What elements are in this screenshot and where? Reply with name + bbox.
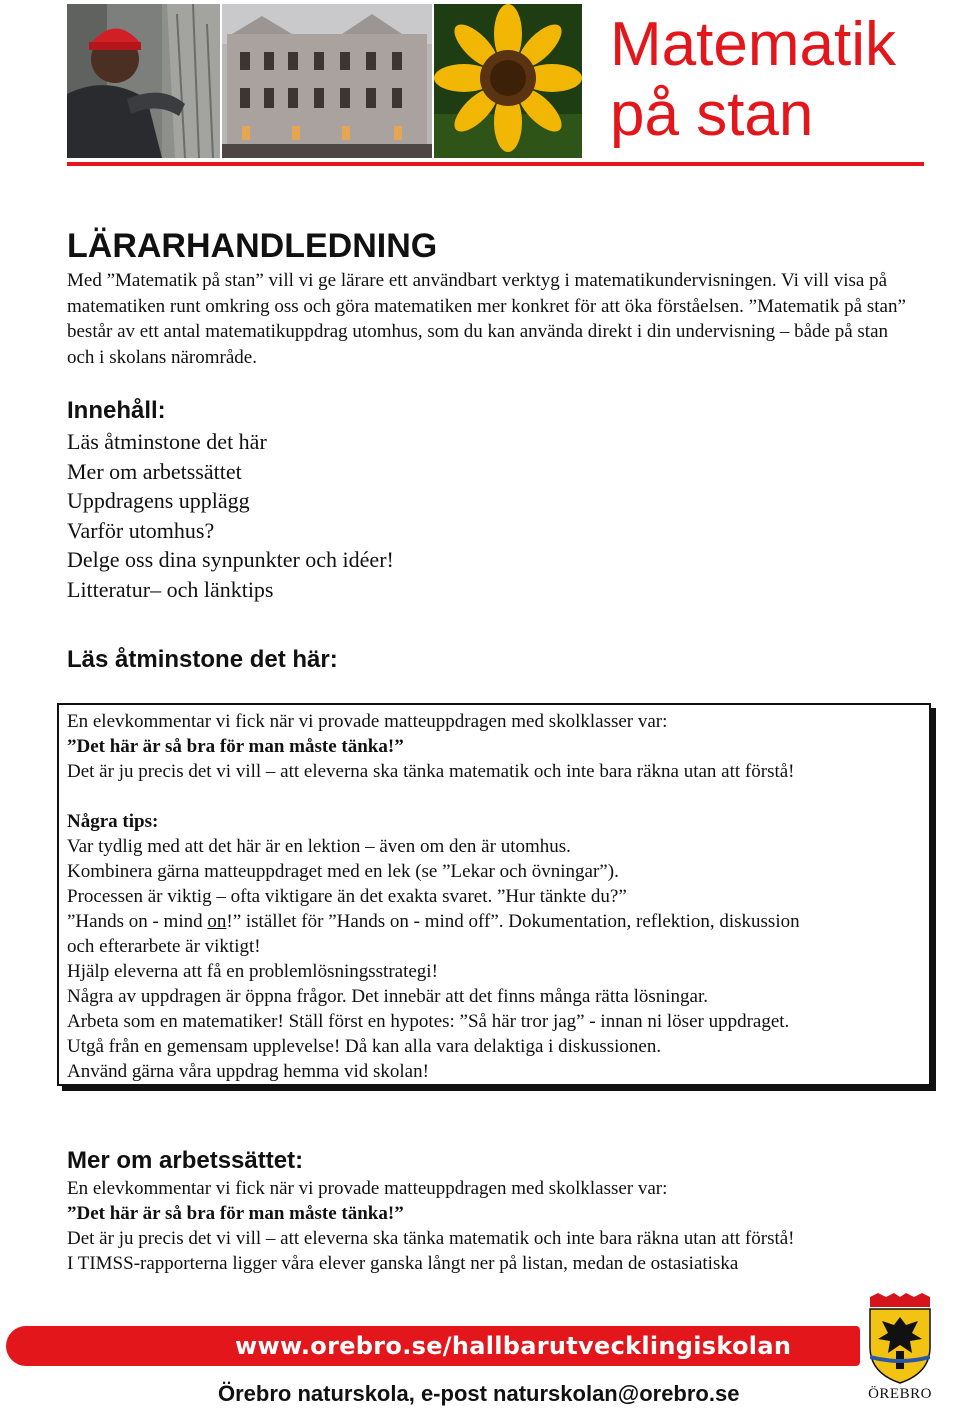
brand-title-line2: på stan — [610, 80, 814, 149]
comment-intro: En elevkommentar vi fick när vi provade matteuppdragen med skolklasser var: — [67, 711, 668, 732]
tip-item-hands-on — [67, 909, 927, 934]
orebro-coat-of-arms-icon — [866, 1293, 934, 1385]
tips-heading: Några tips: — [67, 811, 159, 832]
header-divider — [67, 162, 924, 166]
tip-item: Kombinera gärna matteuppdraget med en lek (se ”Lekar och övningar”). — [67, 861, 619, 882]
tip-item: Arbeta som en matematiker! Ställ först en hypotes: ”Så här tror jag” - innan ni löser uppdraget. — [67, 1011, 790, 1032]
hands-on-post: !” istället för ”Hands on - mind off”. Dokumentation, reflektion, diskussion — [226, 911, 800, 932]
boy-hugging-tree-photo — [67, 4, 220, 158]
contents-list — [67, 427, 394, 605]
contents-item: Uppdragens upplägg — [67, 488, 250, 514]
crest-caption: ÖREBRO — [868, 1386, 932, 1402]
hands-on-underlined: on — [207, 911, 227, 932]
method-line: Det är ju precis det vi vill – att eleverna ska tänka matematik och inte bara räkna utan att förstå! — [67, 1228, 795, 1249]
sunflower-photo — [434, 4, 582, 158]
brand-title-line1: Matematik — [610, 10, 896, 79]
method-heading: Mer om arbetssättet: — [67, 1147, 304, 1174]
contents-item: Läs åtminstone det här — [67, 429, 267, 454]
method-section — [67, 1176, 937, 1276]
tip-item: Utgå från en gemensam upplevelse! Då kan alla vara delaktiga i diskussionen. — [67, 1036, 662, 1057]
historic-building-photo — [222, 4, 432, 158]
contents-heading: Innehåll: — [67, 397, 166, 424]
page-title: LÄRARHANDLEDNING — [67, 227, 438, 265]
method-line: En elevkommentar vi fick när vi provade matteuppdragen med skolklasser var: — [67, 1178, 668, 1199]
intro-paragraph: Med ”Matematik på stan” vill vi ge lärare ett användbart verktyg i matematikundervisningen. Vi vill visa på matematiken runt omkring oss och göra matematiken mer konkret för att öka förståelsen. ”Matematik på stan” består av ett antal matematikuppdrag utomhus, som du kan använda direkt i din undervisning – både på stan och i skolans närområde. — [67, 270, 906, 369]
method-quote: ”Det här är så bra för man måste tänka!” — [67, 1203, 404, 1224]
student-quote: ”Det här är så bra för man måste tänka!” — [67, 736, 404, 757]
contents-item: Mer om arbetssättet — [67, 458, 242, 484]
footer-contact: Örebro naturskola, e-post naturskolan@orebro.se — [218, 1381, 740, 1406]
tip-item: Hjälp eleverna att få en problemlösningsstrategi! — [67, 961, 438, 982]
tip-item: och efterarbete är viktigt! — [67, 936, 261, 957]
contents-item: Delge oss dina synpunkter och idéer! — [67, 547, 394, 573]
comment-followup: Det är ju precis det vi vill – att eleverna ska tänka matematik och inte bara räkna utan att förstå! — [67, 761, 795, 782]
tip-item: Var tydlig med att det här är en lektion – även om den är utomhus. — [67, 836, 571, 857]
tip-item: Använd gärna våra uppdrag hemma vid skolan! — [67, 1061, 429, 1082]
footer-url-link[interactable]: www.orebro.se/hallbarutvecklingiskolan — [235, 1332, 792, 1360]
method-line: I TIMSS-rapporterna ligger våra elever ganska långt ner på listan, medan de ostasiatiska — [67, 1253, 739, 1274]
tip-item: Processen är viktig – ofta viktigare än det exakta svaret. ”Hur tänkte du?” — [67, 886, 627, 907]
contents-item: Varför utomhus? — [67, 517, 215, 543]
tips-box — [57, 703, 931, 1086]
brand-title — [610, 10, 950, 150]
read-this-heading: Läs åtminstone det här: — [67, 646, 338, 673]
hands-on-pre: ”Hands on - mind — [67, 911, 208, 932]
contents-item: Litteratur– och länktips — [67, 576, 274, 602]
tip-item: Några av uppdragen är öppna frågor. Det innebär att det finns många rätta lösningar. — [67, 986, 709, 1007]
